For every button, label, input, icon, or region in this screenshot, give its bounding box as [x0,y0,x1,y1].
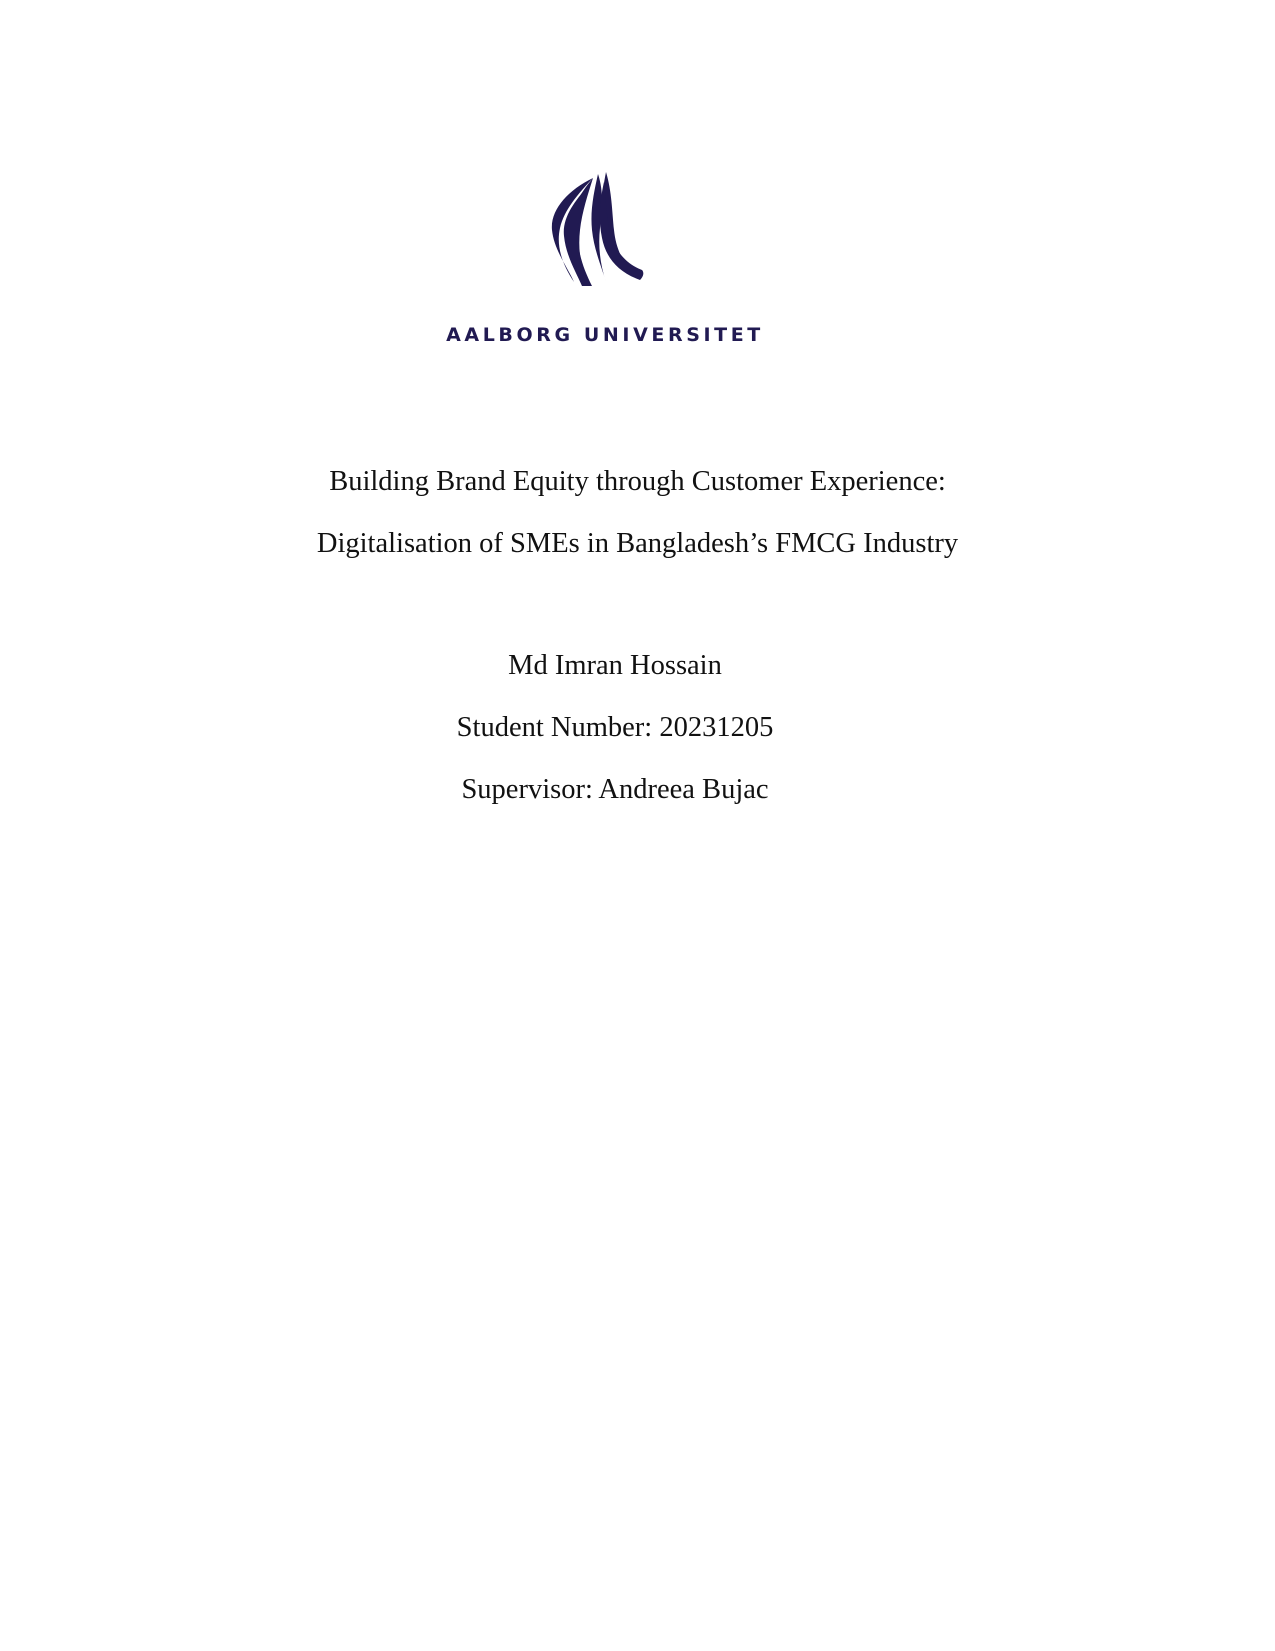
aalborg-waves-icon [548,172,648,290]
thesis-title-line-2: Digitalisation of SMEs in Bangladesh’s FMCG Industry [316,528,959,559]
supervisor-name: Supervisor: Andreea Bujac [461,774,769,805]
student-number: Student Number: 20231205 [456,712,774,743]
university-wordmark: AALBORG UNIVERSITET [446,324,764,346]
thesis-title-line-1: Building Brand Equity through Customer Experience: [329,466,946,497]
author-name: Md Imran Hossain [508,650,722,681]
